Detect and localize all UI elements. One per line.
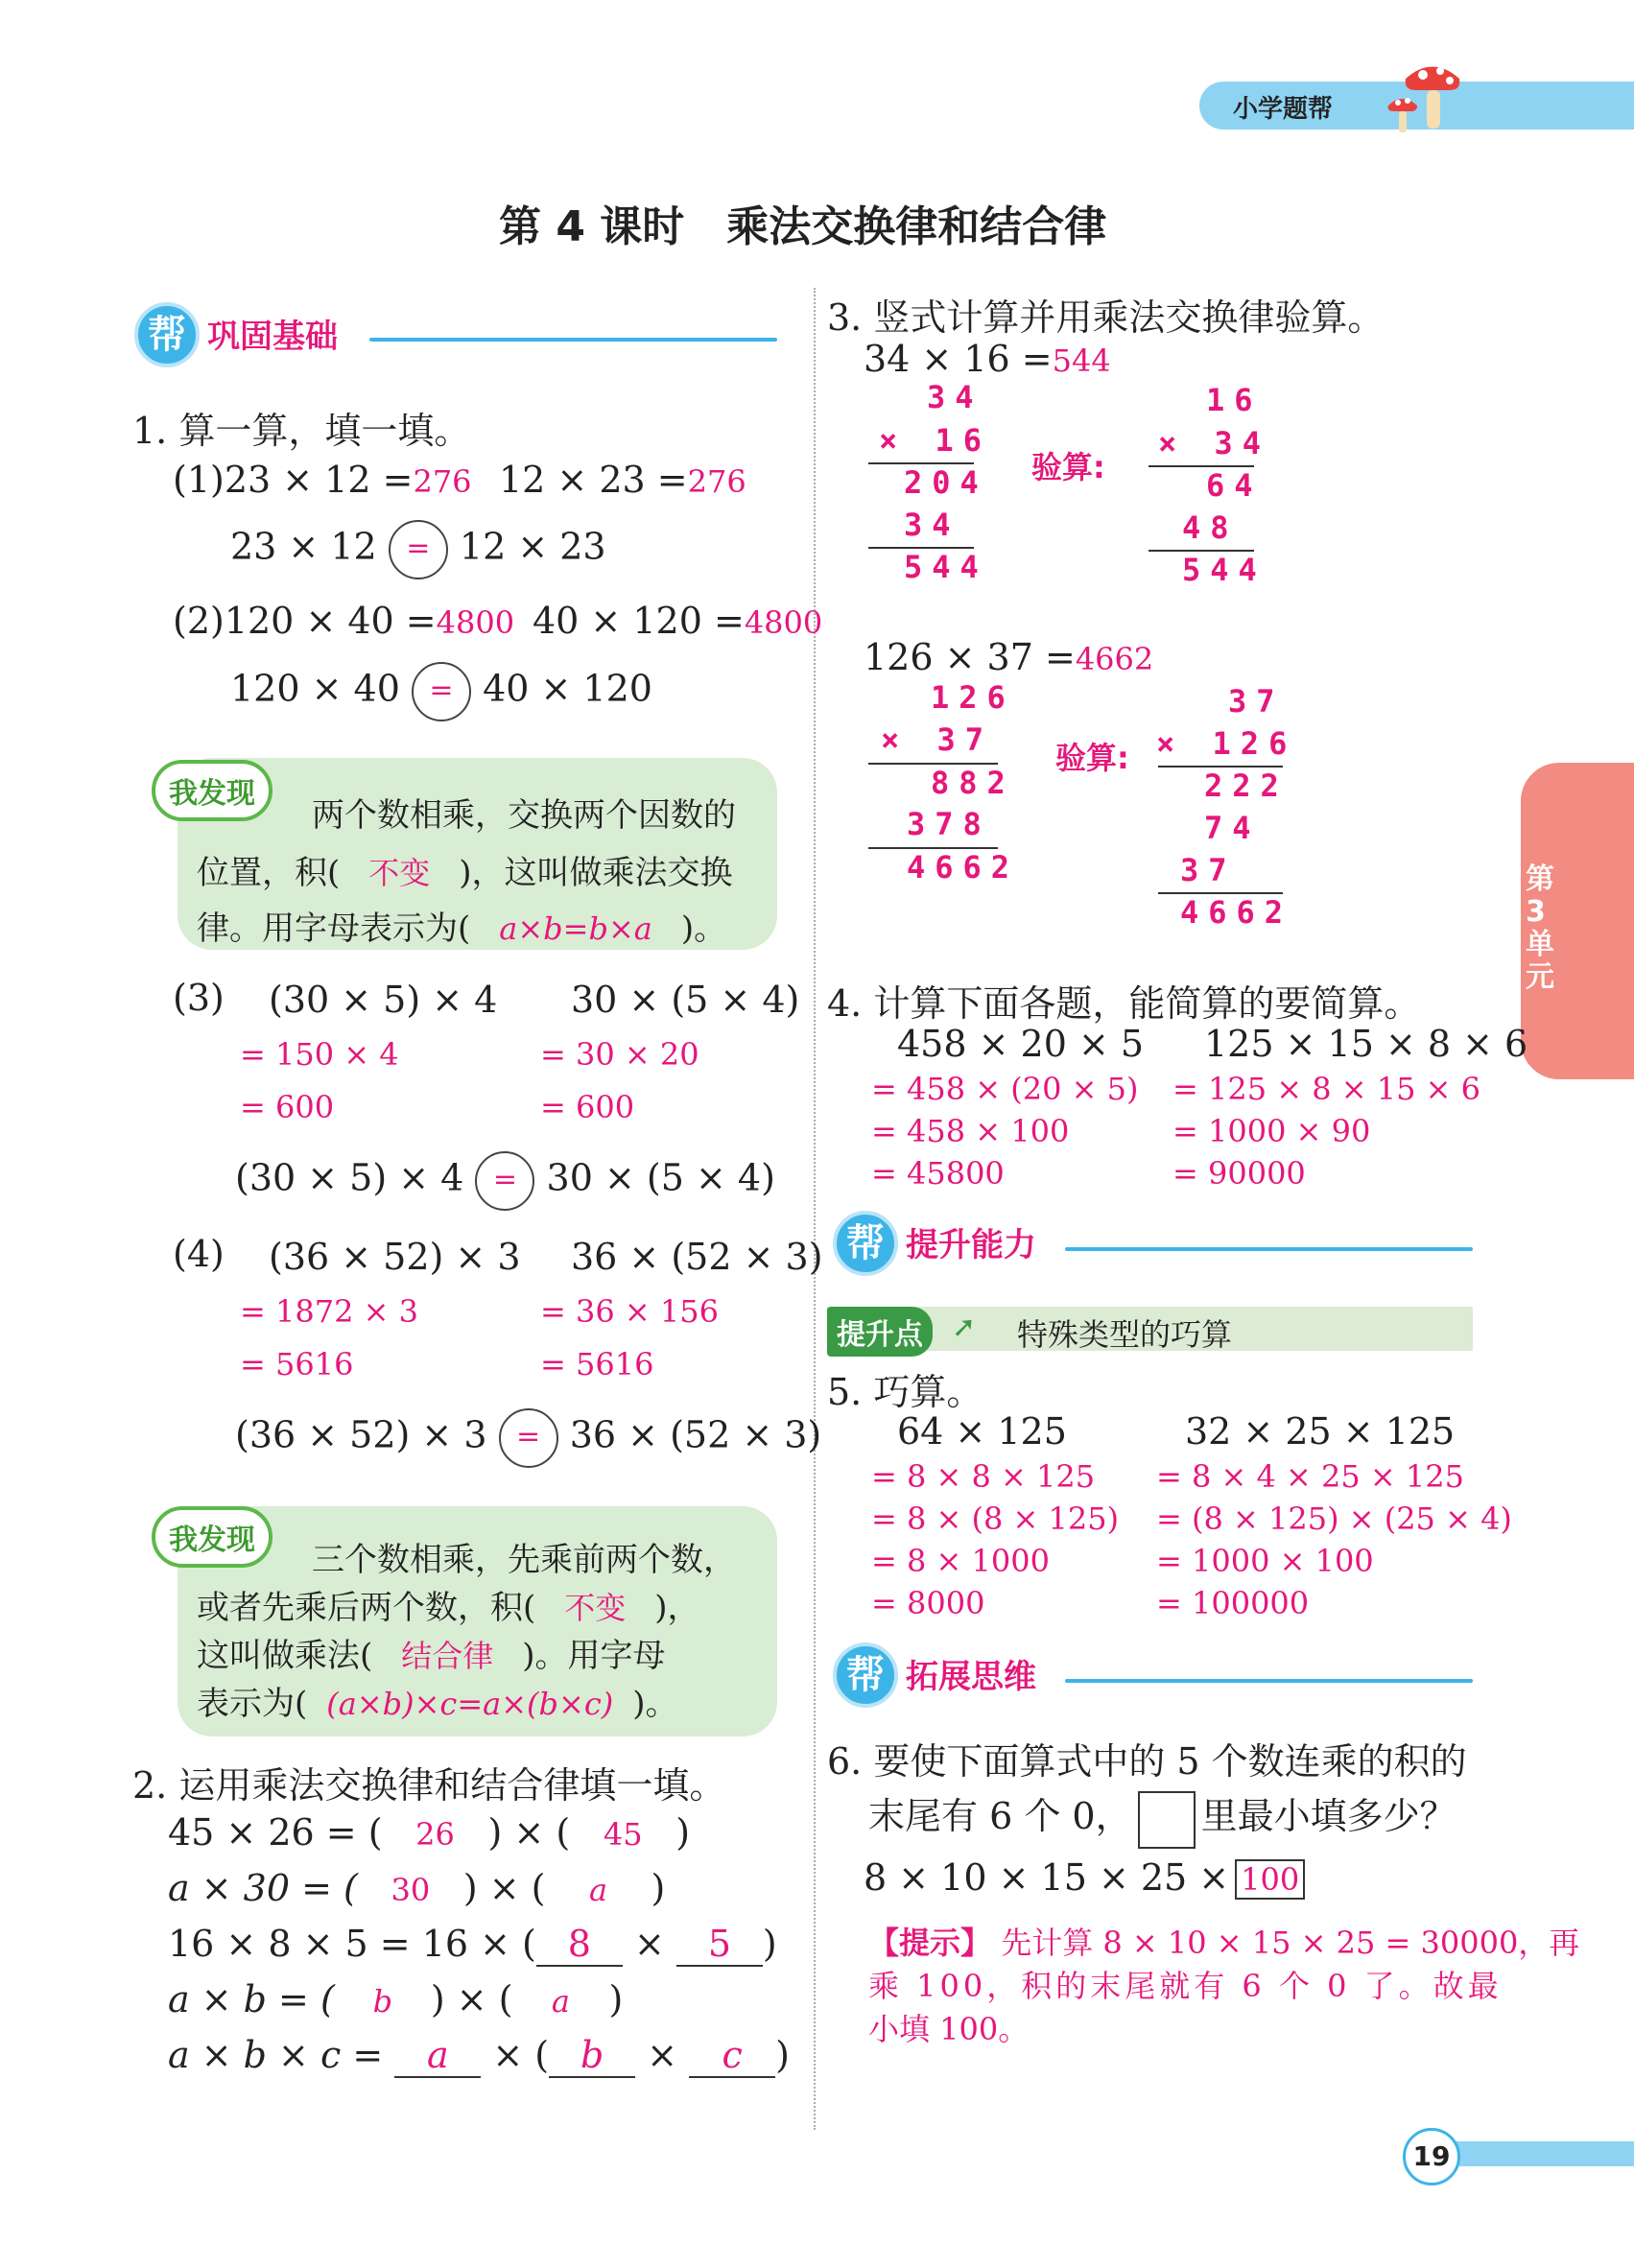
q6-hint-label: 【提示】: [868, 1925, 992, 1961]
q5-s2-0: = 8 × 4 × 25 × 125: [1156, 1458, 1464, 1495]
discover2-l4a: 表示为(: [197, 1685, 308, 1723]
q6-expr-text: 8 × 10 × 15 × 25 ×: [864, 1856, 1230, 1899]
q2-r3-pre: 16 × 8 × 5 = 16 × (: [168, 1923, 536, 1965]
q3-c2-r5: 4662: [1180, 894, 1293, 931]
q3-c2-r3: 74: [1204, 810, 1261, 846]
q6-expr: [864, 1856, 1305, 1900]
q6-prompt1: 6. 要使下面算式中的 5 个数连乘的积的: [827, 1740, 1467, 1783]
q1-p2-cmp-symbol: =: [412, 662, 471, 721]
q1-p4-label: (4): [173, 1233, 225, 1275]
q6-prompt2b: 里最小填多少？: [1200, 1795, 1456, 1837]
discover2-l2: [197, 1581, 700, 1628]
q1-p4-e2: 36 × (52 × 3): [571, 1236, 823, 1278]
q1-p4-cmp-right: 36 × (52 × 3): [569, 1413, 822, 1456]
discover2-l4: [197, 1677, 678, 1724]
q1-p2-cmp-left: 120 × 40: [230, 667, 400, 710]
q4-s2-2: = 90000: [1172, 1155, 1306, 1192]
q2-r1-mid: ) × (: [487, 1811, 571, 1854]
q3-c1-r4: 544: [1182, 552, 1267, 588]
q2-r1-post: ): [675, 1811, 691, 1854]
q1-p1-cmp-left: 23 × 12: [230, 525, 377, 568]
q3-e1-ans: 544: [1052, 343, 1111, 379]
q5-s2-2: = 1000 × 100: [1156, 1543, 1374, 1579]
q1-p4-s1a: = 1872 × 3: [240, 1293, 418, 1330]
section-improve-icon: 帮: [833, 1211, 898, 1276]
q3-c1-r0: 16: [1206, 382, 1263, 418]
q2-r5-pre: a × b × c =: [168, 2034, 384, 2076]
section-basic-label: 巩固基础: [207, 318, 338, 356]
q3-e1: [864, 338, 1111, 380]
section-expand-rule: [1065, 1679, 1473, 1683]
section-basic-icon: 帮: [134, 302, 200, 367]
section-expand-label: 拓展思维: [906, 1658, 1036, 1696]
q1-p2: [173, 600, 514, 642]
q2-r2-b: a: [588, 1872, 608, 1908]
q1-p1-e1: 23 × 12 =: [224, 459, 414, 501]
footer-bar: [1430, 2141, 1634, 2166]
q1-p2-label: (2): [173, 600, 225, 642]
q1-p3-e1: (30 × 5) × 4: [269, 979, 498, 1021]
q3-v1-r1: × 16: [879, 422, 992, 459]
q5-s1-3: = 8000: [871, 1585, 985, 1621]
discover1-l2b: )，这叫做乘法交换: [459, 854, 733, 892]
q6-prompt2: [868, 1786, 1456, 1849]
discover2-l3b: )。用字母: [522, 1637, 666, 1675]
discover1-l2a: 位置，积(: [197, 854, 341, 892]
discover2-l2a: 或者先乘后两个数，积(: [197, 1589, 536, 1627]
q4-s1-2: = 45800: [871, 1155, 1005, 1192]
q2-r5-a: a: [394, 2034, 481, 2078]
q1-p3-compare: [235, 1151, 775, 1211]
q3-v1-r2: 204: [904, 464, 988, 501]
discover2-l4b: )。: [632, 1685, 678, 1723]
section-improve-rule: [1065, 1247, 1473, 1251]
discover1-l3ans: a×b=b×a: [499, 910, 652, 947]
discover2-l4ans: (a×b)×c=a×(b×c): [326, 1686, 614, 1722]
q2-r2-post: ): [651, 1867, 666, 1909]
section-basic: [134, 302, 338, 367]
q3-e2-ans: 4662: [1075, 641, 1154, 677]
q2-r5-post: ): [775, 2034, 790, 2076]
discover2-l3ans: 结合律: [401, 1638, 494, 1674]
column-divider: [814, 288, 816, 2130]
improve-point-badge: 提升点: [827, 1307, 933, 1357]
page-title: 第 4 课时 乘法交换律和结合律: [499, 202, 1107, 251]
q3-v2-r4: 4662: [907, 849, 1020, 886]
q2-r2-pre: a × 30 = (: [168, 1867, 358, 1909]
q5-prompt: 5. 巧算。: [827, 1371, 983, 1413]
q3-v1-r3: 34: [904, 507, 960, 543]
discover2-l2ans: 不变: [564, 1590, 627, 1626]
q1-p4-s1b: = 5616: [240, 1346, 354, 1382]
q6-hint-1: [868, 1919, 1579, 1963]
q2-row3: [168, 1923, 777, 1967]
q3-c2-r2: 222: [1204, 768, 1289, 804]
q2-r3-b: 5: [676, 1923, 763, 1967]
q2-r4-b: a: [551, 1983, 570, 2020]
q1-p2-compare: [230, 662, 652, 721]
q6-hint-3: 小填 100。: [868, 2011, 1030, 2047]
q2-r1-b: 45: [603, 1816, 643, 1853]
q2-r1-a: 26: [415, 1816, 455, 1853]
discover2-l3: [197, 1629, 666, 1676]
q1-p1-cmp-right: 12 × 23: [459, 525, 606, 568]
q2-r4-pre: a × b = (: [168, 1978, 335, 2020]
q4-s2-1: = 1000 × 90: [1172, 1113, 1371, 1149]
q2-r4-mid: ) × (: [430, 1978, 513, 2020]
q1-p3-label: (3): [173, 977, 225, 1019]
discover1-l3b: )。: [680, 910, 727, 948]
q3-v1-r0: 34: [927, 379, 983, 415]
q2-r5-b: b: [549, 2034, 635, 2078]
q1-p2-a2: 4800: [744, 604, 823, 641]
q1-p4-e1: (36 × 52) × 3: [269, 1236, 521, 1278]
q2-r5-mid2: ×: [647, 2034, 678, 2076]
q2-row1: [168, 1811, 690, 1854]
discover1-l2ans: 不变: [368, 855, 431, 891]
q1-p1-a2: 276: [687, 463, 746, 500]
q4-s1-1: = 458 × 100: [871, 1113, 1070, 1149]
section-expand-icon: 帮: [833, 1642, 898, 1708]
q1-p2-e2: 40 × 120 =: [533, 600, 745, 642]
q2-r2-mid: ) × (: [462, 1867, 546, 1909]
q1-p3-cmp-right: 30 × (5 × 4): [546, 1156, 775, 1199]
q3-e1-expr: 34 × 16 =: [864, 338, 1053, 380]
q3-v2-r3: 378: [907, 806, 991, 842]
q3-v2-r1: × 37: [881, 721, 994, 758]
q3-v2-r2: 882: [931, 765, 1015, 801]
q3-prompt: 3. 竖式计算并用乘法交换律验算。: [827, 296, 1385, 339]
q1-prompt: 1. 算一算，填一填。: [132, 410, 471, 452]
q6-prompt2a: 末尾有 6 个 0，: [868, 1795, 1132, 1837]
section-improve: [833, 1211, 1036, 1276]
q1-p4-cmp-symbol: =: [499, 1408, 558, 1468]
q1-p3-cmp-left: (30 × 5) × 4: [235, 1156, 464, 1199]
q2-r1-pre: 45 × 26 = (: [168, 1811, 383, 1854]
q3-check-label-1: 验算:: [1031, 449, 1105, 485]
q1-p3-s1a: = 150 × 4: [240, 1036, 399, 1073]
q1-p4-compare: [235, 1408, 821, 1468]
q1-p2-a1: 4800: [436, 604, 515, 641]
q3-e2: [864, 636, 1153, 678]
discover2-l2b: )，: [654, 1589, 700, 1627]
q3-check-label-2: 验算:: [1055, 740, 1129, 776]
q4-e2: 125 × 15 × 8 × 6: [1204, 1023, 1528, 1065]
q5-e1: 64 × 125: [897, 1410, 1067, 1453]
q1-p4-s2a: = 36 × 156: [540, 1293, 719, 1330]
q4-e1: 458 × 20 × 5: [897, 1023, 1145, 1065]
discover-badge-1: 我发现: [152, 760, 272, 821]
q1-p1b: [499, 459, 746, 501]
q2-r3-mid: ×: [633, 1923, 665, 1965]
q4-s2-0: = 125 × 8 × 15 × 6: [1172, 1071, 1480, 1107]
discover1-l1: 两个数相乘，交换两个因数的: [312, 796, 736, 835]
discover1-l3a: 律。用字母表示为(: [197, 910, 471, 948]
q3-c2-r1: × 126: [1156, 725, 1297, 762]
q1-p1-e2: 12 × 23 =: [499, 459, 688, 501]
q4-s1-0: = 458 × (20 × 5): [871, 1071, 1139, 1107]
q5-s2-3: = 100000: [1156, 1585, 1310, 1621]
brand-label: 小学题帮: [1233, 95, 1334, 124]
q3-v2-r0: 126: [931, 679, 1015, 716]
q2-r5-c: c: [689, 2034, 775, 2078]
q5-s1-0: = 8 × 8 × 125: [871, 1458, 1096, 1495]
q1-p3-e2: 30 × (5 × 4): [571, 979, 800, 1021]
q3-c1-r2: 64: [1206, 467, 1263, 504]
q1-p3-s2b: = 600: [540, 1089, 635, 1125]
q5-e2: 32 × 25 × 125: [1185, 1410, 1456, 1453]
q6-blank-box: [1138, 1791, 1196, 1849]
unit-tab-label: 第3单元: [1526, 862, 1554, 994]
q5-s1-1: = 8 × (8 × 125): [871, 1500, 1120, 1537]
q3-v1-r4: 544: [904, 549, 988, 585]
discover2-l3a: 这叫做乘法(: [197, 1637, 373, 1675]
q1-p2-cmp-right: 40 × 120: [483, 667, 652, 710]
improve-point-text: 特殊类型的巧算: [1017, 1316, 1233, 1353]
section-basic-rule: [369, 338, 777, 342]
q4-prompt: 4. 计算下面各题，能简算的要简算。: [827, 982, 1421, 1025]
q2-prompt: 2. 运用乘法交换律和结合律填一填。: [132, 1764, 726, 1807]
q2-r5-mid1: × (: [492, 2034, 550, 2076]
q1-p3-cmp-symbol: =: [475, 1151, 534, 1211]
q1-p4-s2b: = 5616: [540, 1346, 654, 1382]
q5-s1-2: = 8 × 1000: [871, 1543, 1050, 1579]
discover1-l2: [197, 846, 733, 893]
q1-p3-s1b: = 600: [240, 1089, 335, 1125]
q1-p1-a1: 276: [413, 463, 472, 500]
q2-row5: [168, 2034, 790, 2078]
improve-point-arrow-icon: ➚: [952, 1311, 977, 1344]
q1-p2b: [533, 600, 822, 642]
discover-badge-2: 我发现: [152, 1506, 272, 1568]
q1-p3-s2a: = 30 × 20: [540, 1036, 699, 1073]
q2-row2: [168, 1867, 665, 1909]
mushroom-icon: [1386, 59, 1463, 150]
q2-r3-post: ): [762, 1923, 777, 1965]
section-improve-label: 提升能力: [906, 1226, 1036, 1264]
q6-hint-2: 乘 100，积的末尾就有 6 个 0 了。故最: [868, 1968, 1503, 2004]
discover2-l1: 三个数相乘，先乘前两个数，: [312, 1541, 736, 1579]
q3-c2-r0: 37: [1228, 683, 1285, 720]
q1-p1-compare: [230, 520, 606, 579]
section-expand: [833, 1642, 1036, 1708]
q2-r3-a: 8: [536, 1923, 623, 1967]
page-number: 19: [1403, 2128, 1460, 2185]
q3-c1-r1: × 34: [1158, 425, 1271, 461]
q6-ans-box: 100: [1235, 1859, 1305, 1900]
q6-hint-line1: 先计算 8 × 10 × 15 × 25 = 30000，再: [1001, 1925, 1580, 1961]
q1-p2-e1: 120 × 40 =: [224, 600, 437, 642]
q3-c2-r4: 37: [1180, 852, 1237, 888]
q3-e2-expr: 126 × 37 =: [864, 636, 1076, 678]
q1-p1: [173, 459, 472, 501]
q2-r4-post: ): [608, 1978, 624, 2020]
q3-c1-r3: 48: [1182, 509, 1239, 546]
q2-r4-a: b: [372, 1983, 393, 2020]
q1-p4-cmp-left: (36 × 52) × 3: [235, 1413, 487, 1456]
q2-row4: [168, 1978, 623, 2020]
discover1-l3: [197, 902, 726, 949]
q1-p1-cmp-symbol: =: [389, 520, 448, 579]
q1-p1-label: (1): [173, 459, 225, 501]
q5-s2-1: = (8 × 125) × (25 × 4): [1156, 1500, 1512, 1537]
q2-r2-a: 30: [391, 1872, 431, 1908]
